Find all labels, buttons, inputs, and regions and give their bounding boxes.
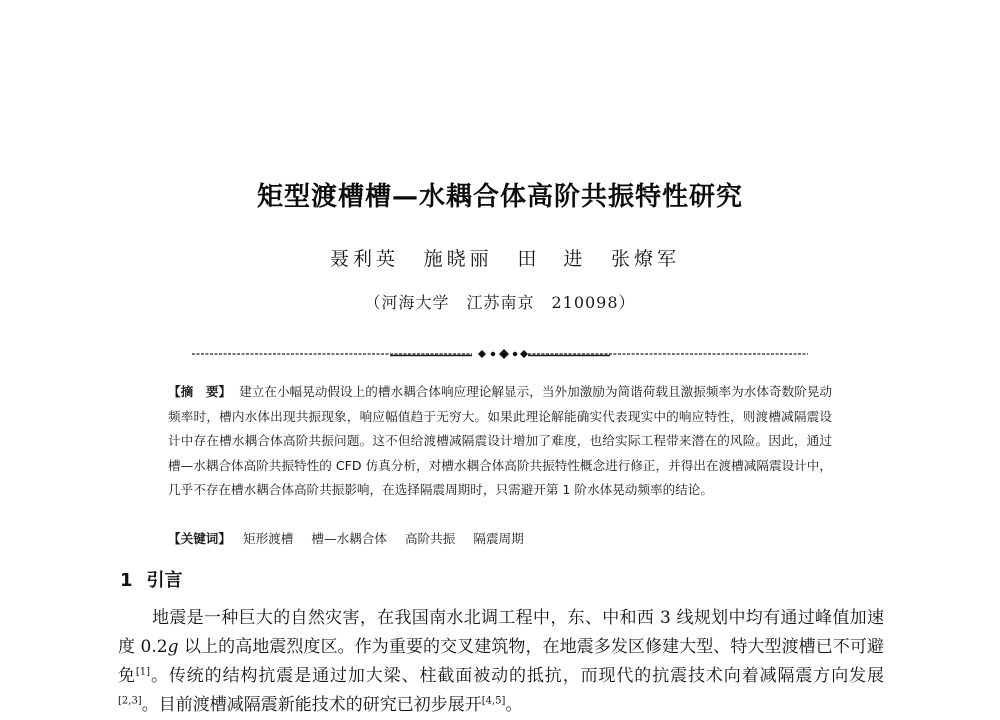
body-text-run: 地震是一种巨大的自然灾害，在我国南水北调工程中，东、中和西 3 线规划中均有通过峰值加速度 0.2 (118, 608, 884, 657)
citation: [1] (135, 666, 151, 678)
keyword: 隔震周期 (473, 531, 524, 546)
body-paragraph (118, 604, 884, 720)
body-text-run: 。 (505, 695, 523, 715)
keyword: 矩形渡槽 (242, 531, 294, 546)
author-name: 张燎军 (610, 248, 680, 270)
abstract-text: 建立在小幅晃动假设上的槽水耦合体响应理论解显示，当外加激励为简谐荷载且激振频率为水体奇数阶晃动频率时，槽内水体出现共振现象，响应幅值趋于无穷大。如果此理论解能确实代表现实中的响应特性，则渡槽减隔震设计中存在槽水耦合体高阶共振问题。这不但给渡槽减隔震设计增加了难度，也给实际工程带来潜在的风险。因此，通过槽—水耦合体高阶共振特性的 CFD 仿真分析，对槽水耦合体高阶共振特性概念进行修正，并得出在渡槽减隔震设计中，几乎不存在槽水耦合体高阶共振影响，在选择隔震周期时，只需避开第 1 阶水体晃动频率的结论。 (168, 384, 833, 497)
body-text-run: 。传统的结构抗震是通过加大梁、柱截面被动的抵抗，而现代的抗震技术向着减隔震方向发展 (150, 666, 885, 686)
body-text-italic: g (167, 637, 179, 657)
author-list (330, 244, 680, 271)
abstract (168, 380, 832, 503)
keyword: 槽—水耦合体 (311, 531, 387, 546)
section-heading (120, 566, 183, 592)
keyword: 高阶共振 (404, 531, 456, 546)
body-text (118, 604, 884, 720)
author-name: 田 进 (517, 248, 587, 270)
paper-title: 矩型渡槽槽—水耦合体高阶共振特性研究 (256, 182, 743, 212)
ornamental-divider (190, 346, 810, 362)
body-text-run: 以上的高地震烈度区。作为重要的交叉建筑物，在地震多发区修建大型、特大型渡槽已不可避免 (118, 637, 884, 686)
citation: [2,3] (118, 695, 142, 707)
section-number: 1 (120, 570, 133, 591)
affiliation: （河海大学 江苏南京 210098） (364, 293, 636, 312)
body-text-run: 。目前渡槽减隔震新能技术的研究已初步展开 (141, 695, 482, 715)
author-name: 聂利英 (330, 248, 400, 270)
author-name: 施晓丽 (423, 248, 493, 270)
keywords-label: 【关键词】 (168, 531, 231, 546)
keywords (168, 528, 832, 547)
citation: [4,5] (481, 695, 506, 707)
section-title: 引言 (146, 570, 183, 591)
abstract-label: 【摘 要】 (168, 384, 232, 399)
